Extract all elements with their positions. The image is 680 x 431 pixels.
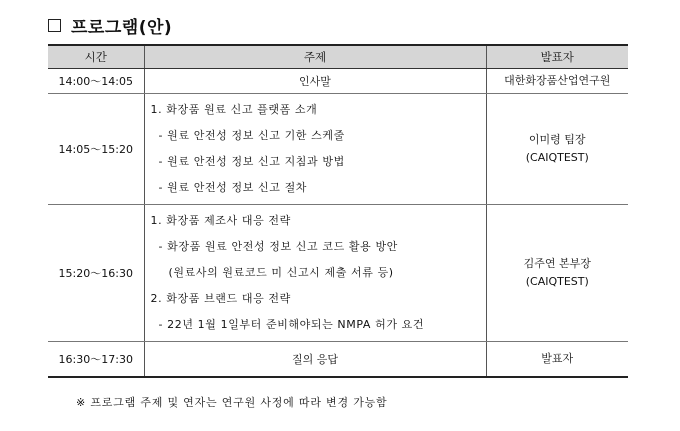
topic-cell <box>144 94 486 205</box>
footnote: ※ 프로그램 주제 및 연자는 연구원 사정에 따라 변경 가능함 <box>76 396 388 409</box>
header-speaker: 발표자 <box>486 45 628 69</box>
speaker-cell <box>486 205 628 342</box>
topic-cell: 인사말 <box>144 69 486 94</box>
table-row <box>48 205 628 342</box>
table-row <box>48 342 628 378</box>
table-row <box>48 94 628 205</box>
topic-cell: 질의 응답 <box>144 342 486 378</box>
topic-line: - 원료 안전성 정보 신고 지침과 방법 <box>158 155 345 168</box>
table-row <box>48 69 628 94</box>
speaker-cell <box>486 342 628 378</box>
topic-line: - 원료 안전성 정보 신고 절차 <box>158 181 308 194</box>
speaker-name: 발표자 <box>541 352 574 365</box>
time-cell: 14:00～14:05 <box>48 69 144 94</box>
time-cell: 16:30～17:30 <box>48 342 144 378</box>
topic-line: - 화장품 원료 안전성 정보 신고 코드 활용 방안 <box>158 240 398 253</box>
topic-line: 1. 화장품 제조사 대응 전략 <box>150 214 291 227</box>
speaker-name: 대한화장품산업연구원 <box>504 74 611 87</box>
table-header-row <box>48 45 628 69</box>
time-cell: 15:20～16:30 <box>48 205 144 342</box>
checkbox-square-icon <box>48 19 61 32</box>
topic-line: - 22년 1월 1일부터 준비해야되는 NMPA 허가 요건 <box>158 318 425 331</box>
speaker-name: 김주연 본부장 <box>523 257 591 270</box>
topic-line: - 원료 안전성 정보 신고 기한 스케줄 <box>158 129 345 142</box>
header-topic: 주제 <box>144 45 486 69</box>
topic-line: (원료사의 원료코드 미 신고시 제출 서류 등) <box>168 266 394 279</box>
speaker-name: 이미령 팀장 <box>528 133 586 146</box>
topic-line: 1. 화장품 원료 신고 플랫폼 소개 <box>150 103 318 116</box>
section-heading <box>48 13 172 38</box>
speaker-org: (CAIQTEST) <box>525 275 589 288</box>
speaker-org: (CAIQTEST) <box>525 151 589 164</box>
time-cell: 14:05～15:20 <box>48 94 144 205</box>
page-title: 프로그램(안) <box>71 18 173 38</box>
speaker-cell <box>486 94 628 205</box>
speaker-cell <box>486 69 628 94</box>
program-table <box>48 44 628 378</box>
topic-line: 2. 화장품 브랜드 대응 전략 <box>150 292 291 305</box>
topic-cell <box>144 205 486 342</box>
header-time: 시간 <box>48 45 144 69</box>
